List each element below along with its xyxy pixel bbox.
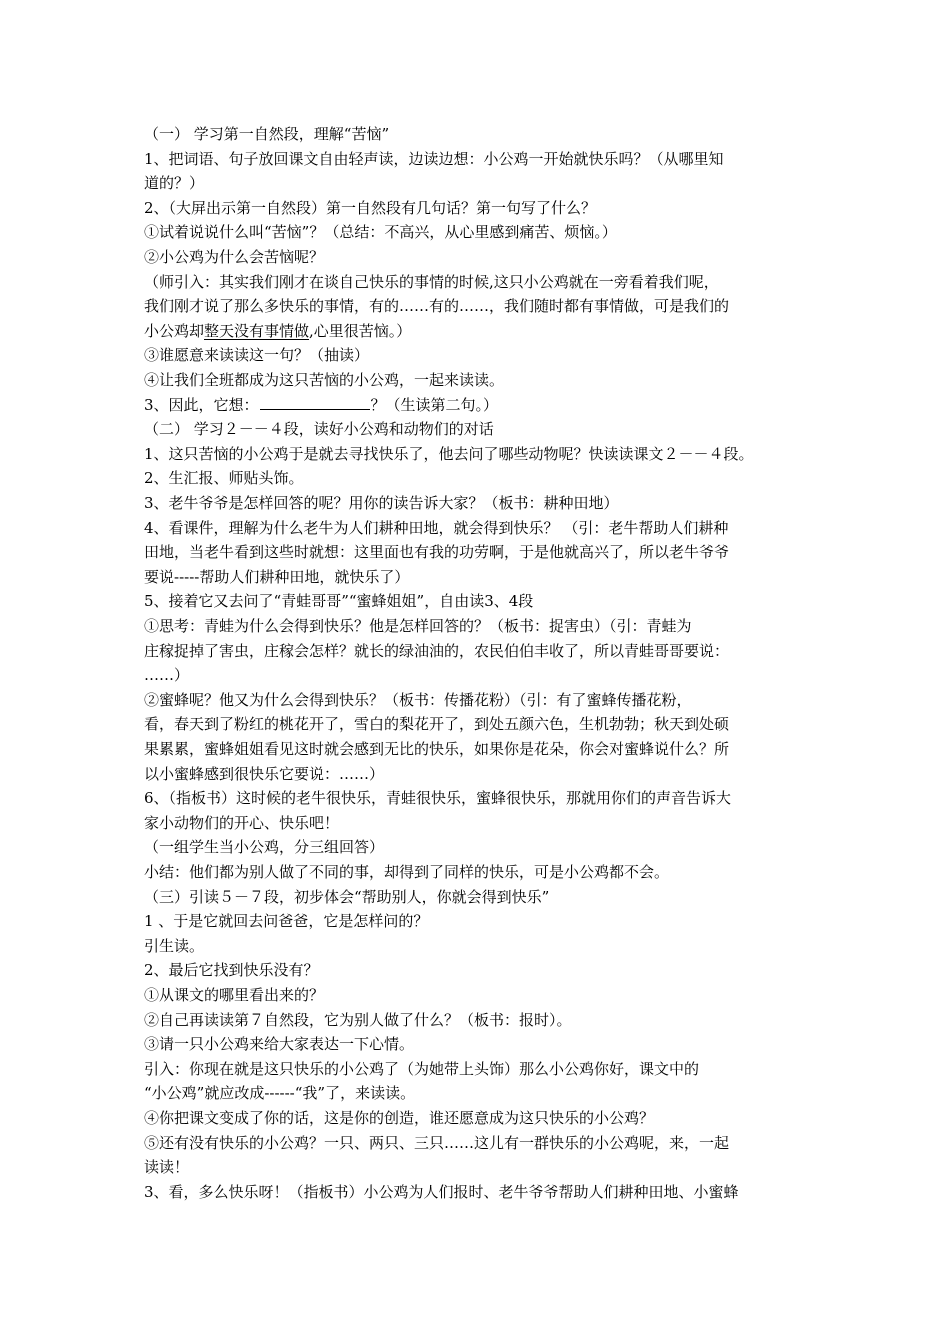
paragraph-line: “小公鸡”就应改成------“我”了，来读读。 <box>144 1084 416 1103</box>
paragraph-line: 2、生汇报、师贴头饰。 <box>144 469 304 488</box>
paragraph-line: 田地，当老牛看到这些时就想：这里面也有我的功劳啊，于是他就高兴了，所以老牛爷爷 <box>144 543 730 562</box>
paragraph-line: 庄稼捉掉了害虫，庄稼会怎样？就长的绿油油的，农民伯伯丰收了，所以青蛙哥哥要说： <box>144 641 730 660</box>
paragraph-line: ……） <box>144 666 190 685</box>
section-heading-3: （三）引读５－７段，初步体会“帮助别人，你就会得到快乐” <box>144 887 550 906</box>
underlined-phrase: 整天没有事情做 <box>204 321 310 340</box>
paragraph-line: 3、看，多么快乐呀！（指板书）小公鸡为人们报时、老牛爷爷帮助人们耕种田地、小蜜蜂 <box>144 1182 739 1201</box>
fill-in-blank <box>260 394 370 410</box>
paragraph-line: ④你把课文变成了你的话，这是你的创造，谁还愿意成为这只快乐的小公鸡？ <box>144 1109 655 1127</box>
paragraph-line: ①思考：青蛙为什么会得到快乐？他是怎样回答的？（板书：捉害虫）（引：青蛙为 <box>144 617 692 635</box>
paragraph-line: ②小公鸡为什么会苦恼呢？ <box>144 248 325 266</box>
paragraph-line: ④让我们全班都成为这只苦恼的小公鸡，一起来读读。 <box>144 371 505 389</box>
paragraph-line: ⑤还有没有快乐的小公鸡？一只、两只、三只……这儿有一群快乐的小公鸡呢，来，一起 <box>144 1133 730 1152</box>
paragraph-line: ①试着说说什么叫“苦恼”？（总结：不高兴，从心里感到痛苦、烦恼。） <box>144 223 617 242</box>
paragraph-line: 2、（大屏出示第一自然段）第一自然段有几句话？第一句写了什么？ <box>144 198 597 217</box>
paragraph-line: 1、把词语、句子放回课文自由轻声读，边读边想：小公鸡一开始就快乐吗？（从哪里知 <box>144 149 724 168</box>
paragraph-line: 看，春天到了粉红的桃花开了，雪白的梨花开了，到处五颜六色，生机勃勃；秋天到处硕 <box>144 715 730 734</box>
paragraph-line: （一组学生当小公鸡，分三组回答） <box>144 838 385 857</box>
paragraph-line: 果累累，蜜蜂姐姐看见这时就会感到无比的快乐，如果你是花朵，你会对蜜蜂说什么？所 <box>144 740 730 758</box>
section-heading-1: （一） 学习第一自然段，理解“苦恼” <box>144 125 390 143</box>
paragraph-line: ③请一只小公鸡来给大家表达一下心情。 <box>144 1035 415 1054</box>
paragraph-line: 3、老牛爷爷是怎样回答的呢？用你的读告诉大家？（板书：耕种田地） <box>144 494 619 512</box>
text-segment: ？（生读第二句。） <box>370 395 499 414</box>
paragraph-line: 引生读。 <box>144 936 205 955</box>
text-segment: 3、因此，它想： <box>144 395 259 414</box>
paragraph-line: 小结：他们都为别人做了不同的事，却得到了同样的快乐，可是小公鸡都不会。 <box>144 863 670 881</box>
section-heading-2: （二） 学习２－－４段，读好小公鸡和动物们的对话 <box>144 420 494 439</box>
paragraph-line: 引入：你现在就是这只快乐的小公鸡了（为她带上头饰）那么小公鸡你好，课文中的 <box>144 1059 700 1078</box>
paragraph-line-blank <box>144 394 498 416</box>
paragraph-line: ②蜜蜂呢？他又为什么会得到快乐？（板书：传播花粉）（引：有了蜜蜂传播花粉， <box>144 690 692 709</box>
paragraph-line: 5、接着它又去问了“青蛙哥哥”“蜜蜂姐姐”，自由读3、4段 <box>144 592 534 611</box>
paragraph-line: 2、最后它找到快乐没有？ <box>144 961 319 980</box>
paragraph-line: 6、（指板书）这时候的老牛很快乐，青蛙很快乐，蜜蜂很快乐，那就用你们的声音告诉大 <box>144 789 732 808</box>
text-segment: 小公鸡却 <box>144 321 205 340</box>
paragraph-line-underlined <box>144 320 411 342</box>
paragraph-line: （师引入：其实我们刚才在谈自己快乐的事情的时候,这只小公鸡就在一旁看着我们呢， <box>144 272 719 291</box>
paragraph-line: ③谁愿意来读读这一句？（抽读） <box>144 346 370 365</box>
paragraph-line: 4、看课件，理解为什么老牛为人们耕种田地，就会得到快乐？ （引：老牛帮助人们耕种 <box>144 518 729 537</box>
text-segment: ,心里很苦恼。） <box>309 321 412 340</box>
paragraph-line: 要说-----帮助人们耕种田地，就快乐了） <box>144 567 410 586</box>
paragraph-line: 1 、于是它就回去问爸爸，它是怎样问的？ <box>144 912 429 931</box>
paragraph-line: 以小蜜蜂感到很快乐它要说：……） <box>144 764 385 783</box>
paragraph-line: ①从课文的哪里看出来的？ <box>144 986 325 1004</box>
paragraph-line: 读读！ <box>144 1158 190 1177</box>
paragraph-line: ②自己再读读第７自然段，它为别人做了什么？（板书：报时）。 <box>144 1010 572 1029</box>
paragraph-line: 道的？） <box>144 174 205 193</box>
paragraph-line: 1、这只苦恼的小公鸡于是就去寻找快乐了，他去问了哪些动物呢？快读读课文２－－４段。 <box>144 444 754 463</box>
paragraph-line: 家小动物们的开心、快乐吧！ <box>144 813 340 832</box>
paragraph-line: 我们刚才说了那么多快乐的事情，有的……有的……，我们随时都有事情做，可是我们的 <box>144 297 730 316</box>
